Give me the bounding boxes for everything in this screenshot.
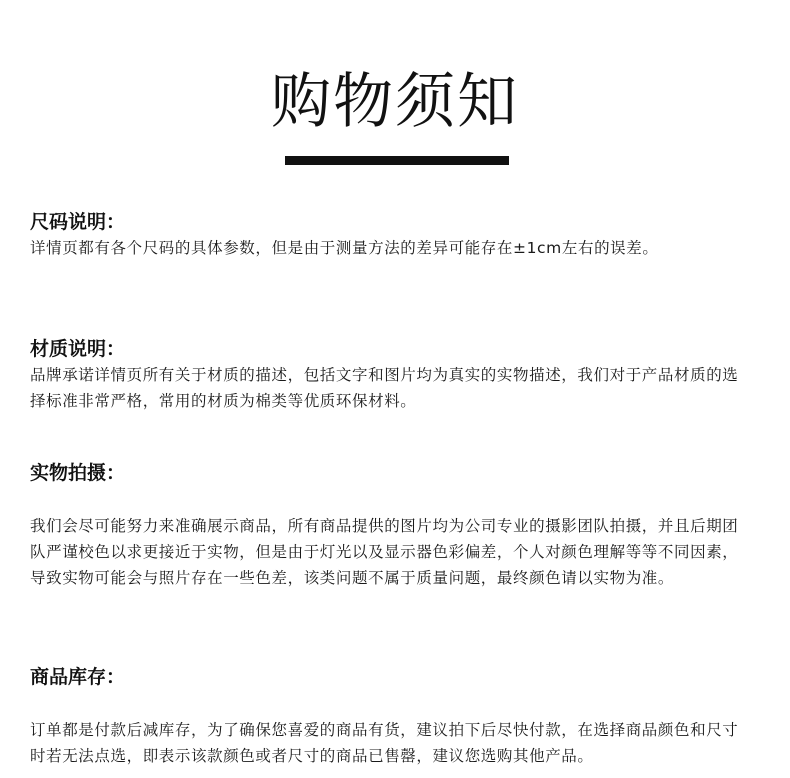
material-heading: 材质说明： bbox=[30, 338, 126, 360]
size-body: 详情页都有各个尺码的具体参数，但是由于测量方法的差异可能存在±1cm左右的误差。 bbox=[30, 239, 659, 257]
photo-body: 我们会尽可能努力来准确展示商品，所有商品提供的图片均为公司专业的摄影团队拍摄，并且后期团队严谨校色以求更接近于实物，但是由于灯光以及显示器色彩偏差，个人对颜色理解等等不同因素，导致实物可能会与照片存在一些色差，该类问题不属于质量问题，最终颜色请以实物为准。 bbox=[30, 517, 739, 587]
material-body: 品牌承诺详情页所有关于材质的描述，包括文字和图片均为真实的实物描述，我们对于产品材质的选择标准非常严格，常用的材质为棉类等优质环保材料。 bbox=[30, 366, 739, 410]
stock-body: 订单都是付款后减库存，为了确保您喜爱的商品有货，建议拍下后尽快付款，在选择商品颜色和尺寸时若无法点选，即表示该款颜色或者尺寸的商品已售罄，建议您选购其他产品。 bbox=[30, 721, 739, 765]
photo-section bbox=[30, 460, 750, 591]
photo-heading: 实物拍摄： bbox=[30, 462, 126, 484]
size-section bbox=[30, 209, 750, 261]
page-title: 购物须知 bbox=[271, 67, 519, 137]
stock-section bbox=[30, 664, 750, 769]
material-section bbox=[30, 336, 750, 414]
stock-heading: 商品库存： bbox=[30, 666, 126, 688]
title-underline bbox=[285, 156, 509, 165]
size-heading: 尺码说明： bbox=[30, 211, 126, 233]
